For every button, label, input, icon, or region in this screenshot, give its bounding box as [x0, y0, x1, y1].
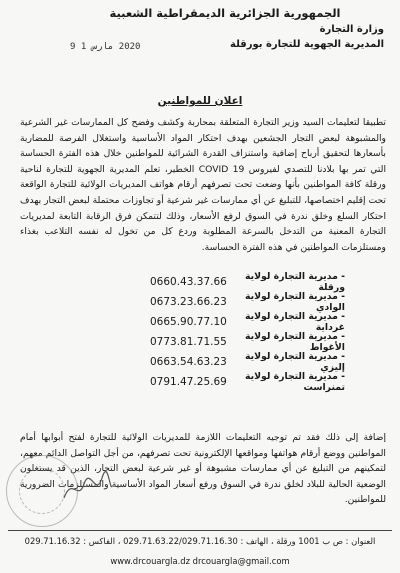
signature-icon [60, 468, 115, 508]
list-item [150, 272, 345, 292]
ministry-block [230, 22, 384, 52]
directorate-label: - مديرية التجارة لولاية ورقلة [227, 271, 345, 293]
phone-number: 0773.81.71.55 [150, 336, 227, 348]
directorate-label: - مديرية التجارة لولاية تمنراست [227, 371, 345, 393]
phone-number: 0791.47.25.69 [150, 376, 227, 388]
list-item [150, 312, 345, 332]
footer-web: www.drcouargla.dz drcouargla@gmail.com [110, 556, 290, 566]
outro-paragraph: إضافة إلى ذلك فقد تم توجيه التعليمات اللازمة للمديريات الولائية للتجارة لفتح أبوابها أمام المواطنين ووضع أرقام هواتفها ومواقعها الإلكترونية تحت تصرفهم، من أجل التواصل الدائم معهم، لتمكينهم من التبليغ عن أي ممارسات مشبوهة أو غير شرعية لبعض التجار، الذين قد يستغلون الوضعية الحالية للبلاد لخلق ندرة في السوق ورفع أسعار المواد الأساسية والمستلزمات الضرورية للمواطنين. [20, 432, 386, 506]
ministry-name: وزارة التجارة [319, 24, 384, 35]
list-item [150, 372, 345, 392]
list-item [150, 332, 345, 352]
phone-number: 0663.54.63.23 [150, 356, 227, 368]
list-item [150, 352, 345, 372]
date-stamp: 2020 مارس 1 9 [70, 42, 141, 52]
stamp-ring [19, 468, 65, 514]
directorate-label: - مديرية التجارة لولاية الأغواط [227, 331, 345, 353]
list-item [150, 292, 345, 312]
phone-number: 0665.90.77.10 [150, 316, 227, 328]
directorate-label: - مديرية التجارة لولاية إليزي [227, 351, 345, 373]
phone-number: 0673.23.66.23 [150, 296, 227, 308]
republic-header: الجمهورية الجزائرية الديمقراطية الشعبية [109, 6, 341, 20]
directorate-label: - مديرية التجارة لولاية الوادي [227, 291, 345, 313]
intro-paragraph: تطبيقا لتعليمات السيد وزير التجارة المتعلقة بمحاربة وكشف وفضح كل الممارسات غير الشرعية والمشبوهة لبعض التجار الجشعين بهدف احتكار المواد الأساسية واستغلال الفرصة للمضاربة بأسعارها لتحقيق أرباح إضافية واستنزاف القدرة الشرائية للمواطنين خلال هذه الفترة الحساسة التي تمر بها بلادنا للتصدي لفيروس COVID 19 الخطير، تعلم المديرية الجهوية للتجارة لناحية ورقلة كافة المواطنين بأنها وضعت تحت تصرفهم أرقام هواتف المديريات الولائية للتجارة الواقعة تحت إقليم اختصاصها، للتبليغ عن أي ممارسات غير شرعية أو تجاوزات محتملة لبعض التجار بهدف احتكار السلع وخلق ندرة في السوق لرفع الأسعار، وذلك لتتمكن فرق الرقابة التابعة لمديريات التجارة المعنية من التدخل بالسرعة المطلوبة وردع كل من تخول له نفسه التلاعب بغذاء ومستلزمات المواطنين في هذه الفترة الحساسة. [20, 117, 387, 253]
footer-divider [8, 530, 392, 531]
document-title: اعلان للمواطنين [157, 95, 243, 107]
footer-address: العنوان : ص ب 1001 ورقلة ، الهاتف : 029.71.63.22/029.71.16.30 ، الفاكس : 029.71.16.32 [24, 536, 376, 546]
directorate-phone-list [150, 272, 345, 392]
directorate-label: - مديرية التجارة لولاية غرداية [227, 311, 345, 333]
phone-number: 0660.43.37.66 [150, 276, 227, 288]
directorate-name: المديرية الجهوية للتجارة بورقلة [230, 39, 384, 50]
